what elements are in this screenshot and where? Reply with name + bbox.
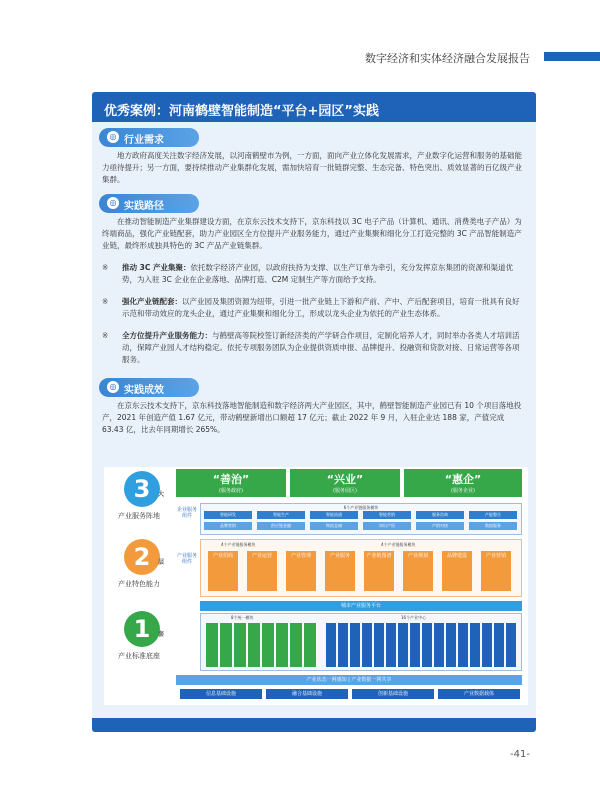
service-cell: 知识产权	[363, 522, 411, 530]
level-3-label: 产业服务阵地	[118, 512, 160, 520]
center-cell	[410, 623, 420, 667]
center-cell	[362, 623, 372, 667]
center-cell	[398, 623, 408, 667]
paragraph-demand: 地方政府高度关注数字经济发展，以河南鹤壁市为例，一方面，面向产业立体化发展需求，产业数字化运营和服务的基础能力亟待提升；另一方面，要持续推动产业集群化发展，需加快培育一批链群完整、生态完备、特色突出、质效显著的百亿级产业集群。	[102, 151, 522, 184]
bullet-text: 与鹤壁高等院校签订新经济类的产学研合作项目，定制化培养人才，同时举办各类人才培训活动，保障产业园人才结构稳定。依托专项服务团队为企业提供资质申报、品牌提升、投融资和贷款对接、日常运营等各项服务。	[122, 331, 520, 364]
level-unit: 层	[157, 559, 164, 566]
service-cell: 产销对接	[416, 522, 464, 530]
section-practice-results	[99, 378, 199, 397]
center-cell	[506, 623, 516, 667]
bullet-head: 推动 3C 产业集聚：	[122, 263, 191, 272]
level-1-badge	[124, 611, 164, 647]
industry-cell: 产业运营	[247, 551, 277, 591]
row2-title-b: 4个产业链服务模块	[381, 542, 416, 547]
level-number: 1	[133, 615, 151, 643]
center-cell	[374, 623, 384, 667]
header-accent-bar	[544, 52, 600, 61]
center-cell	[458, 623, 468, 667]
bullet-item	[102, 296, 526, 320]
section-label: 行业需求	[124, 135, 164, 146]
center-cell	[350, 623, 360, 667]
top-box-title: “兴业”	[326, 473, 364, 486]
module-cell	[220, 623, 232, 667]
section-label: 实践成效	[124, 385, 164, 396]
industry-cell: 产业规划	[403, 551, 433, 591]
target-icon: ◎	[107, 131, 119, 143]
level-1-label: 产业标准底座	[118, 652, 160, 660]
bullet-mark: ※	[102, 297, 109, 306]
bullet-text: 以产业园及集团资源为纽带，引进一批产业链上下游和产前、产中、产后配套项目，培育一批具有良好示范和带动效应的龙头企业，通过产业集聚和细化分工，形成以龙头企业为依托的产业生态体系。	[122, 297, 520, 318]
center-cell	[434, 623, 444, 667]
center-cell	[470, 623, 480, 667]
top-box-title: “善治”	[212, 473, 250, 486]
bullet-head: 强化产业链配套：	[122, 297, 182, 306]
module-cell	[206, 623, 218, 667]
level-unit: 大	[157, 491, 164, 498]
industry-cell: 产业服务	[325, 551, 355, 591]
top-box-title: “惠企”	[444, 473, 482, 486]
case-card	[92, 92, 536, 732]
center-cell	[326, 623, 336, 667]
bullet-mark: ※	[102, 263, 109, 272]
module-cell	[276, 623, 288, 667]
center-cell	[494, 623, 504, 667]
row2-title: 4个产业链服务模块	[221, 542, 256, 547]
bullet-head: 全方位提升产业服务能力：	[122, 331, 212, 340]
bottom-bar: 产业状态一网感知 | 产业数据一网共享	[176, 675, 522, 685]
module-cell	[262, 623, 274, 667]
row1-label: 企业服务组件	[176, 507, 197, 519]
infra-bar: 融合基础设施	[266, 689, 348, 699]
industry-cell: 品牌建设	[442, 551, 472, 591]
target-icon: ◎	[107, 381, 119, 393]
target-icon: ◎	[107, 197, 119, 209]
service-cell: 智能流通	[310, 511, 358, 519]
service-cell: 智能研发	[204, 511, 252, 519]
top-box-sub: (服务企业)	[451, 488, 475, 494]
center-cell	[482, 623, 492, 667]
bullet-text: 依托数字经济产业园，以政府扶持为支撑、以生产订单为牵引，充分发挥京东集团的资源和渠道优势，为入驻 3C 企业在企业落地、品牌打造、C2M 定制生产等方面给予支持。	[122, 263, 513, 284]
infra-bar: 产业数据载体	[438, 689, 520, 699]
row2-label: 产业服务组件	[176, 553, 197, 565]
page-number: -41-	[510, 749, 530, 760]
center-cell	[338, 623, 348, 667]
service-cell: 产能整合	[469, 511, 517, 519]
center-cell	[422, 623, 432, 667]
section-label: 实践路径	[124, 201, 164, 212]
center-cell	[446, 623, 456, 667]
service-cell: 数据服务	[469, 522, 517, 530]
bullet-item	[102, 262, 526, 286]
top-box-sub: (服务政府)	[219, 488, 243, 494]
service-cell: 供应链金融	[257, 522, 305, 530]
industry-cell: 产业营销	[481, 551, 511, 591]
industry-cell: 产业招商	[208, 551, 238, 591]
row3-left-title: 8个统一模块	[231, 615, 254, 620]
service-cell: 物流仓储	[310, 522, 358, 530]
row3-right-title: 16个产业中心	[401, 615, 427, 620]
level-number: 2	[133, 543, 151, 571]
module-cell	[290, 623, 302, 667]
infra-bar: 信息基础设施	[180, 689, 262, 699]
paragraph-results: 在京东云技术支持下，京东科技落地智能制造和数字经济两大产业园区，其中，鹤壁智能制造产业园已有 10 个项目落地投产，2021 年创造产值 1.67 亿元，带动鹤壁新增出口额超 17 亿元；截止 2022 年 9 月，入驻企业达 188 家，产值完成 63.43 亿，比去年同期增长 265%。	[102, 401, 522, 434]
top-box-sub: (服务园区)	[333, 488, 357, 494]
module-cell	[304, 623, 316, 667]
section-practice-path	[99, 194, 199, 213]
service-cell: 品牌营销	[204, 522, 252, 530]
module-cell	[234, 623, 246, 667]
bullet-mark: ※	[102, 331, 109, 340]
row1-title: 6个产业链服务模块	[343, 505, 379, 510]
bullet-item	[102, 330, 526, 366]
paragraph-path: 在推动智能制造产业集群建设方面，在京东云技术支持下，京东科技以 3C 电子产品（计算机、通讯、消费类电子产品）为终端商品，强化产业链配套，助力产业园区全方位提升产业服务能力，通过产业集聚和细化分工打造完整的 3C 产品智能制造产业链，最终形成独具特色的 3C 产品产业链集群。	[102, 217, 522, 250]
industry-cell: 产业链图谱	[364, 551, 394, 591]
center-cell	[386, 623, 396, 667]
top-box-governance	[176, 469, 286, 497]
service-cell: 智能营销	[363, 511, 411, 519]
level-unit: 套	[157, 631, 164, 638]
row1-box	[200, 503, 522, 535]
row3-title-bar: 城市产业服务平台	[200, 601, 522, 611]
report-header-title: 数字经济和实体经济融合发展报告	[365, 52, 530, 65]
top-box-enterprise	[404, 469, 522, 497]
level-2-label: 产业特色能力	[118, 580, 160, 588]
level-3-badge	[124, 471, 164, 507]
service-cell: 智能生产	[257, 511, 305, 519]
level-2-badge	[124, 539, 164, 575]
level-number: 3	[133, 475, 151, 503]
industry-cell: 产业管理	[286, 551, 316, 591]
module-cell	[248, 623, 260, 667]
infra-bar: 创新基础设施	[352, 689, 434, 699]
card-footer-bar	[92, 718, 536, 732]
case-title: 优秀案例：河南鹤壁智能制造“平台+园区”实践	[92, 92, 536, 122]
architecture-diagram	[104, 467, 528, 705]
section-industry-demand	[99, 128, 199, 147]
top-box-industry	[290, 469, 400, 497]
service-cell: 服务咨询	[416, 511, 464, 519]
